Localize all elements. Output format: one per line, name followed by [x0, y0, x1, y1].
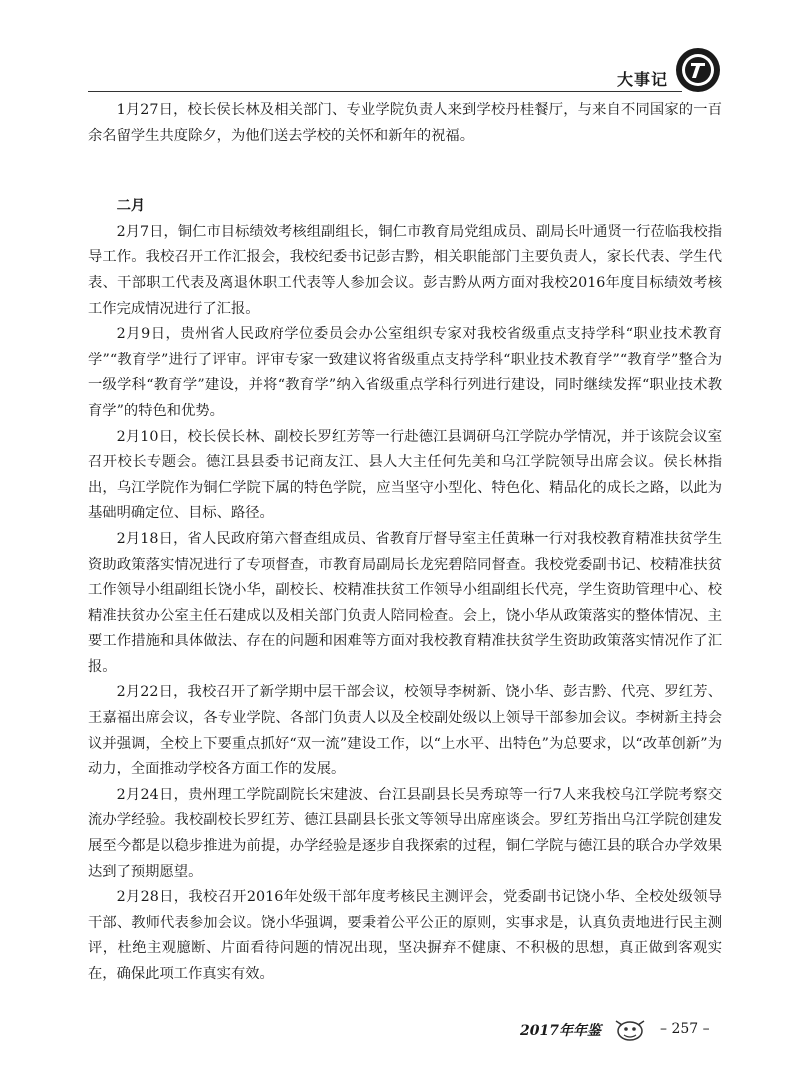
entry-feb-10: 2月10日，校长侯长林、副校长罗红芳等一行赴德江县调研乌江学院办学情况，并于该院会议室召开校长专题会。德江县县委书记商友江、县人大主任何先美和乌江学院领导出席会议。侯长林指出，乌江学院作为铜仁学院下属的特色学院，应当坚守小型化、特色化、精品化的成长之路，以此为基础明确定位、目标、路径。 [88, 428, 722, 522]
entry-feb-28: 2月28日，我校召开2016年处级干部年度考核民主测评会，党委副书记饶小华、全校处级领导干部、教师代表参加会议。饶小华强调，要秉着公平公正的原则，实事求是，认真负责地进行民主测评，杜绝主观臆断、片面看待问题的情况出现，坚决摒弃不健康、不积极的思想，真正做到客观实在，确保此项工作真实有效。 [88, 889, 722, 982]
page-header [88, 40, 722, 98]
page-content [88, 98, 722, 988]
header-rule [88, 91, 682, 92]
page-number: – 257 – [660, 1021, 710, 1037]
entry-feb-24: 2月24日，贵州理工学院副院长宋建波、台江县副县长吴秀琼等一行7人来我校乌江学院考察交流办学经验。我校副校长罗红芳、德江县副县长张文等领导出席座谈会。罗红芳指出乌江学院创建发展至今都是以稳步推进为前提，办学经验是逐步自我探索的过程，铜仁学院与德江县的联合办学效果达到了预期愿望。 [88, 786, 722, 880]
mascot-icon [610, 1015, 650, 1043]
entry-feb-22: 2月22日，我校召开了新学期中层干部会议，校领导李树新、饶小华、彭吉黔、代亮、罗红芳、王嘉福出席会议，各专业学院、各部门负责人以及全校副处级以上领导干部参加会议。李树新主持会议并强调，全校上下要重点抓好“双一流”建设工作，以“上水平、出特色”为总要求，以“改革创新”为动力，全面推动学校各方面工作的发展。 [88, 684, 722, 778]
entry-jan-27: 1月27日，校长侯长林及相关部门、专业学院负责人来到学校丹桂餐厅，与来自不同国家的一百余名留学生共度除夕，为他们送去学校的关怀和新年的祝福。 [88, 102, 722, 144]
month-heading-february: 二月 [116, 198, 146, 215]
entry-feb-7: 2月7日，铜仁市目标绩效考核组副组长，铜仁市教育局党组成员、副局长叶通贤一行莅临我校指导工作。我校召开工作汇报会，我校纪委书记彭吉黔，相关职能部门主要负责人，家长代表、学生代表、干部职工代表及离退休职工代表等人参加会议。彭吉黔从两方面对我校2016年度目标绩效考核工作完成情况进行了汇报。 [88, 223, 722, 317]
section-title: 大事记 [616, 70, 668, 89]
yearbook-label: 2017年年鉴 [520, 1023, 601, 1039]
university-seal-icon [674, 46, 722, 94]
entry-feb-18: 2月18日，省人民政府第六督查组成员、省教育厅督导室主任黄琳一行对我校教育精准扶贫学生资助政策落实情况进行了专项督查，市教育局副局长龙宪碧陪同督查。我校党委副书记、校精准扶贫工作领导小组副组长饶小华，副校长、校精准扶贫工作领导小组副组长代亮，学生资助管理中心、校精准扶贫办公室主任石建成以及相关部门负责人陪同检查。会上，饶小华从政策落实的整体情况、主要工作措施和具体做法、存在的问题和困难等方面对我校教育精准扶贫学生资助政策落实情况作了汇报。 [88, 530, 722, 675]
entry-feb-9: 2月9日，贵州省人民政府学位委员会办公室组织专家对我校省级重点支持学科“职业技术教育学”“教育学”进行了评审。评审专家一致建议将省级重点支持学科“职业技术教育学”“教育学”整合为一级学科“教育学”建设，并将“教育学”纳入省级重点学科行列进行建设，同时继续发挥“职业技术教育学”的特色和优势。 [88, 326, 722, 419]
section-gap [88, 149, 722, 194]
page-footer [520, 1015, 750, 1045]
